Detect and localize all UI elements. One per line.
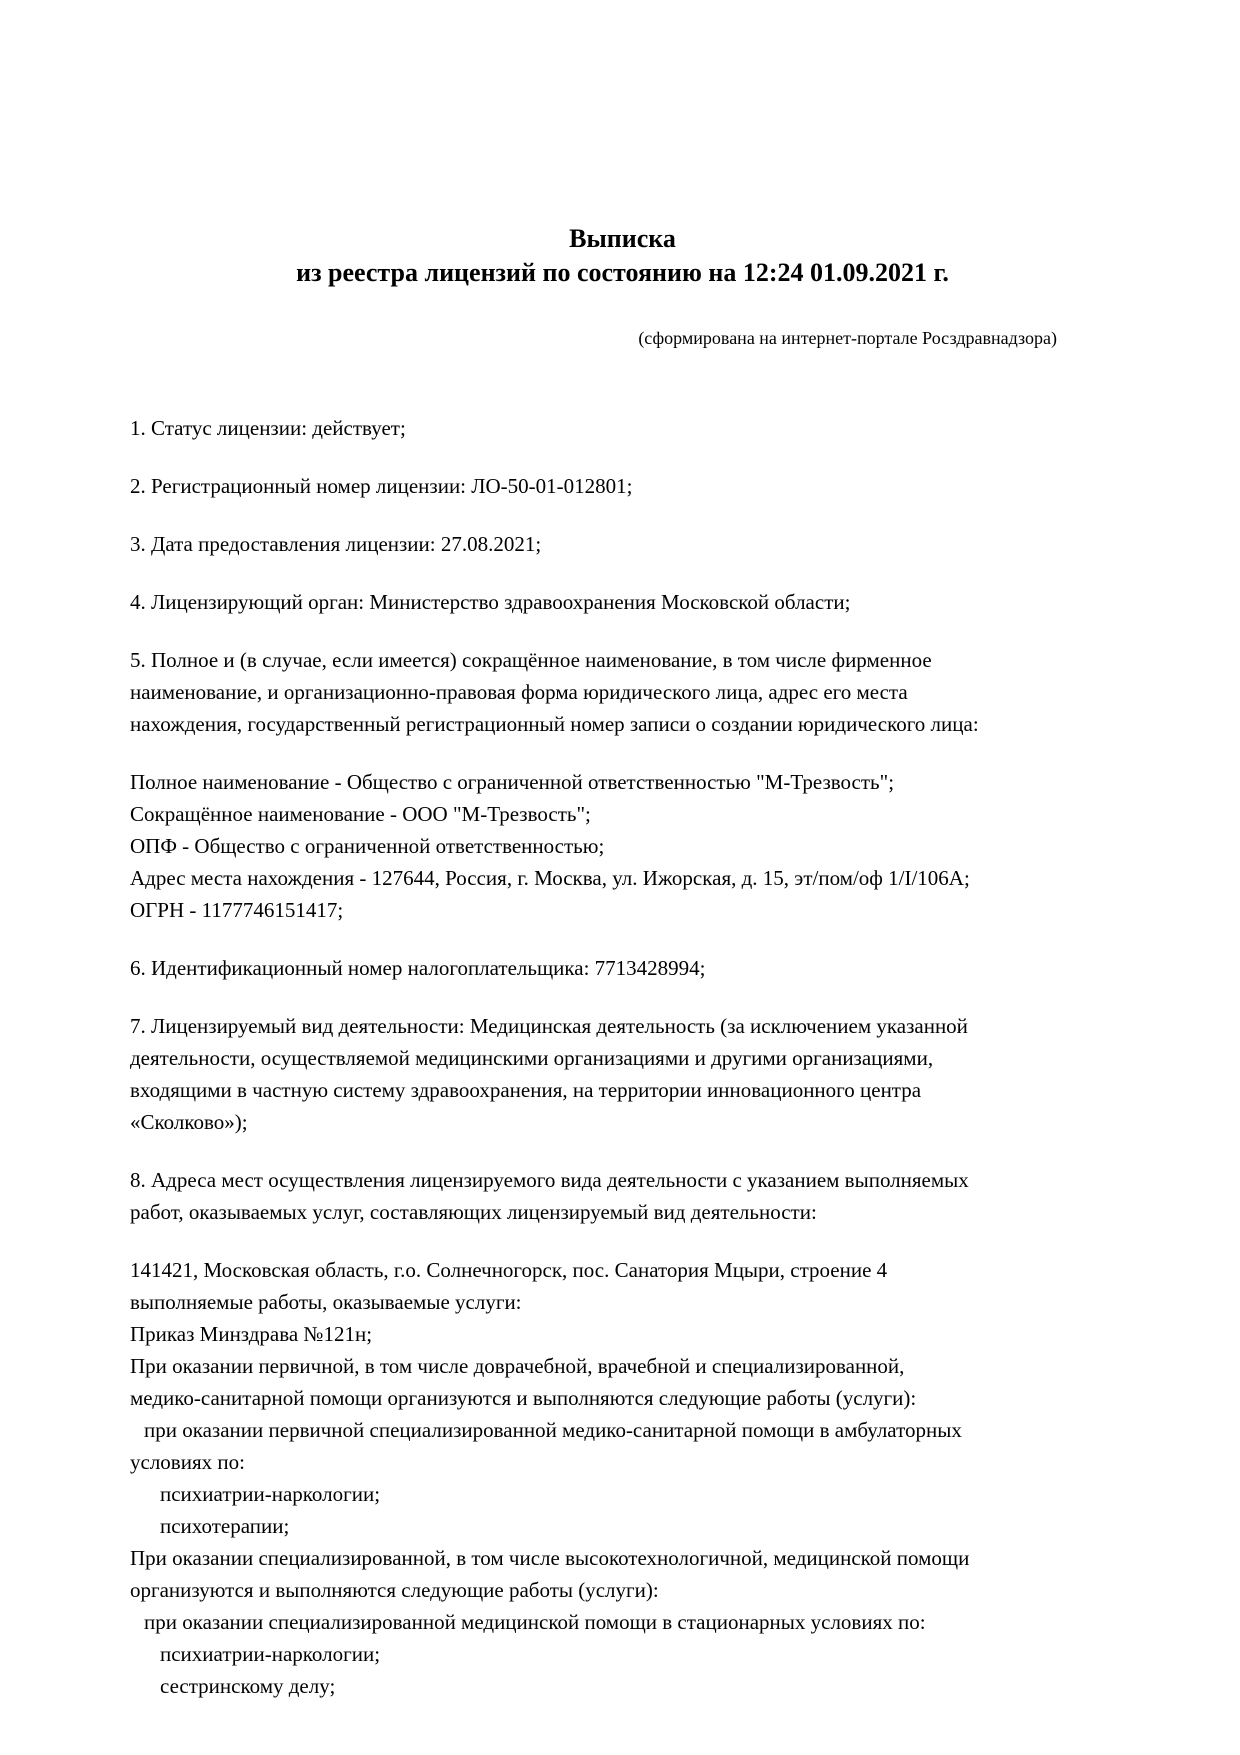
license-grant-date-line: 3. Дата предоставления лицензии: 27.08.2021;	[130, 532, 542, 556]
specialized-care-line: организуются и выполняются следующие работы (услуги):	[130, 1578, 659, 1602]
addresses-heading-line: работ, оказываемых услуг, составляющих лицензируемый вид деятельности:	[130, 1200, 817, 1224]
activity-line: «Сколково»);	[130, 1110, 248, 1134]
license-status-line: 1. Статус лицензии: действует;	[130, 416, 406, 440]
document-header	[130, 222, 1115, 290]
entity-heading-line: наименование, и организационно-правовая форма юридического лица, адрес его места	[130, 680, 908, 704]
site-works-section	[130, 1254, 1115, 1702]
entity-address-line: Адрес места нахождения - 127644, Россия, г. Москва, ул. Ижорская, д. 15, эт/пом/оф 1/I/106А;	[130, 866, 970, 890]
specialized-care-line: При оказании специализированной, в том числе высокотехнологичной, медицинской помощи	[130, 1546, 970, 1570]
service-item-line: психотерапии;	[160, 1514, 290, 1538]
addresses-section-heading	[130, 1164, 1115, 1228]
licensing-authority-line: 4. Лицензирующий орган: Министерство здравоохранения Московской области;	[130, 590, 851, 614]
activity-line: 7. Лицензируемый вид деятельности: Медицинская деятельность (за исключением указанной	[130, 1014, 968, 1038]
activity-section	[130, 1010, 1115, 1138]
portal-note: (сформирована на интернет-портале Росздравнадзора)	[638, 328, 1057, 348]
ministry-order-line: Приказ Минздрава №121н;	[130, 1322, 373, 1346]
service-item-line: психиатрии-наркологии;	[160, 1642, 381, 1666]
activity-line: входящими в частную систему здравоохранения, на территории инновационного центра	[130, 1078, 922, 1102]
stationary-conditions-line: при оказании специализированной медицинской помощи в стационарных условиях по:	[144, 1610, 926, 1634]
primary-care-line: При оказании первичной, в том числе доврачебной, врачебной и специализированной,	[130, 1354, 905, 1378]
primary-care-line: медико-санитарной помощи организуются и выполняются следующие работы (услуги):	[130, 1386, 917, 1410]
activity-line: деятельности, осуществляемой медицинскими организациями и другими организациями,	[130, 1046, 934, 1070]
ambulatory-conditions-line: условиях по:	[130, 1450, 245, 1474]
page-title-line2: из реестра лицензий по состоянию на 12:24 01.09.2021 г.	[296, 258, 949, 287]
entity-heading-line: нахождения, государственный регистрационный номер записи о создании юридического лица:	[130, 712, 979, 736]
service-item-line: психиатрии-наркологии;	[160, 1482, 381, 1506]
entity-ogrn-line: ОГРН - 1177746151417;	[130, 898, 344, 922]
works-header-line: выполняемые работы, оказываемые услуги:	[130, 1290, 522, 1314]
entity-details	[130, 766, 1115, 926]
entity-opf-line: ОПФ - Общество с ограниченной ответственностью;	[130, 834, 605, 858]
entity-short-name-line: Сокращённое наименование - ООО "М-Трезвость";	[130, 802, 591, 826]
license-number-line: 2. Регистрационный номер лицензии: ЛО-50-01-012801;	[130, 474, 633, 498]
ambulatory-conditions-line: при оказании первичной специализированной медико-санитарной помощи в амбулаторных	[144, 1418, 962, 1442]
inn-line: 6. Идентификационный номер налогоплательщика: 7713428994;	[130, 956, 706, 980]
site-address-line: 141421, Московская область, г.о. Солнечногорск, пос. Санатория Мцыри, строение 4	[130, 1258, 888, 1282]
entity-full-name-line: Полное наименование - Общество с ограниченной ответственностью "М-Трезвость";	[130, 770, 895, 794]
service-item-line: сестринскому делу;	[160, 1674, 336, 1698]
entity-section-heading	[130, 644, 1115, 740]
addresses-heading-line: 8. Адреса мест осуществления лицензируемого вида деятельности с указанием выполняемых	[130, 1168, 969, 1192]
entity-heading-line: 5. Полное и (в случае, если имеется) сокращённое наименование, в том числе фирменное	[130, 648, 932, 672]
page-title: Выписка	[569, 224, 676, 253]
